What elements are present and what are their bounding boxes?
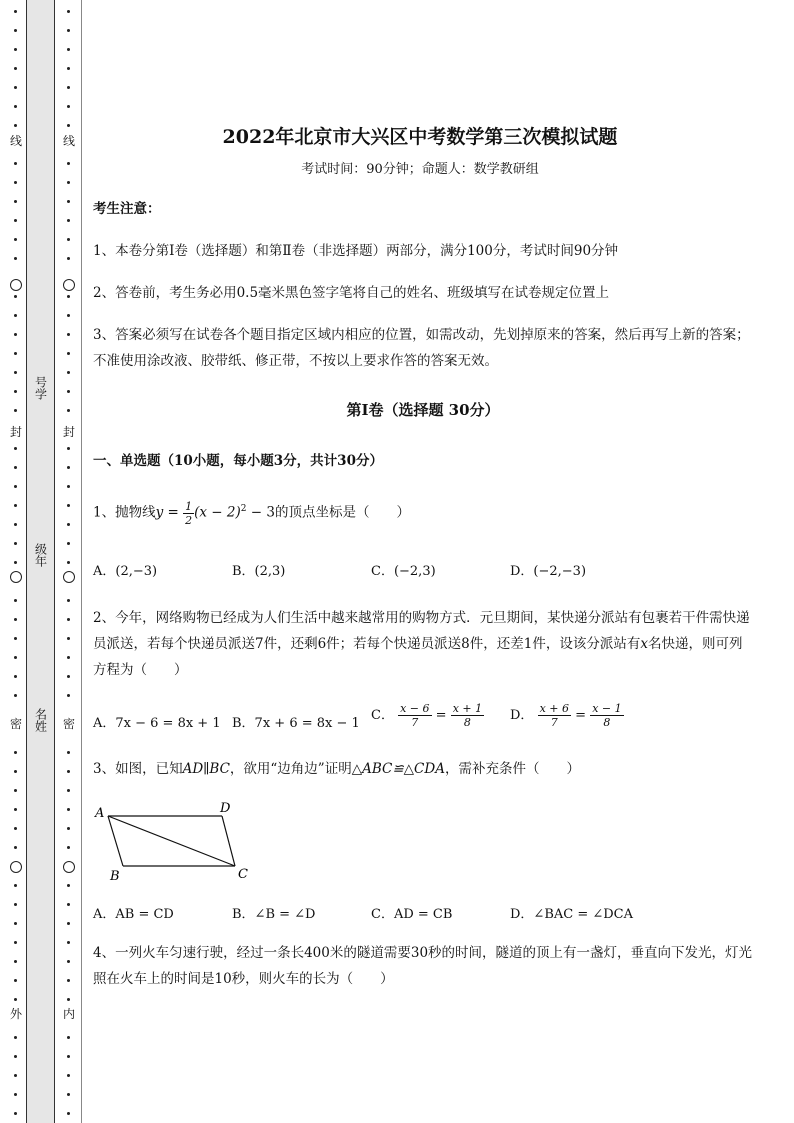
gutter-dot	[67, 333, 70, 336]
notice-item: 3、答案必须写在试卷各个题目指定区域内相应的位置，如需改动，先划掉原来的答案，然后再写上新的答案；不准使用涂改液、胶带纸、修正带，不按以上要求作答的答案无效。	[93, 327, 750, 369]
gutter-dot	[14, 846, 17, 849]
gutter-dot	[14, 694, 17, 697]
gutter-circle	[63, 571, 75, 583]
gutter-dot	[67, 67, 70, 70]
gutter-dot	[67, 675, 70, 678]
gutter-dot	[67, 599, 70, 602]
gutter-dot	[14, 998, 17, 1001]
q3-option-c: C．AD = CB	[371, 907, 453, 922]
gutter-dot	[67, 808, 70, 811]
gutter-dot	[67, 447, 70, 450]
gutter-dot	[67, 314, 70, 317]
gutter-dot	[14, 637, 17, 640]
left-binding-gutter	[9, 0, 23, 1123]
gutter-dot	[14, 86, 17, 89]
gutter-dot	[67, 694, 70, 697]
gutter-dot	[67, 884, 70, 887]
gutter-dot	[14, 295, 17, 298]
q2-c-label: C．	[371, 708, 394, 723]
question-1	[93, 494, 753, 528]
gutter-dot	[14, 29, 17, 32]
gutter-dot	[67, 390, 70, 393]
gutter-dot	[14, 751, 17, 754]
gutter-dot	[14, 124, 17, 127]
parallelogram-figure	[90, 798, 260, 888]
gutter-char-secret: 密	[62, 717, 75, 731]
gutter-dot	[14, 1074, 17, 1077]
strip-label-name: 名姓	[33, 708, 48, 732]
gutter-dot	[67, 637, 70, 640]
gutter-dot	[14, 48, 17, 51]
gutter-dot	[14, 618, 17, 621]
gutter-dot	[14, 827, 17, 830]
gutter-dot	[14, 371, 17, 374]
q1-option-b: B．(2,3)	[232, 564, 286, 579]
exam-subtitle: 考试时间：90分钟；命题人：数学教研组	[301, 162, 539, 177]
q3-congruence: △ABC≌△CDA	[351, 761, 445, 777]
q2-d-label: D．	[510, 708, 534, 723]
q2-c-right-frac: $\frac{x + 1}{8}$	[452, 702, 483, 729]
q1-frac-den: 2	[185, 513, 193, 527]
q2-option-b: B．7x + 6 = 8x − 1	[232, 716, 360, 731]
q2-option-d	[510, 702, 624, 729]
gutter-dot	[14, 789, 17, 792]
question-4: 4、一列火车匀速行驶，经过一条长400米的隧道需要30秒的时间，隧道的顶上有一盏灯，垂直向下发光，灯光照在火车上的时间是10秒，则火车的长为（ ）	[93, 945, 753, 987]
gutter-dot	[67, 181, 70, 184]
gutter-dot	[67, 656, 70, 659]
q3-option-b: B．∠B = ∠D	[232, 907, 316, 922]
notice-heading: 考生注意：	[93, 201, 161, 217]
gutter-dot	[14, 1112, 17, 1115]
q3-text-a: 3、如图，已知	[93, 761, 183, 777]
q1-suffix: 的顶点坐标是（ ）	[275, 504, 410, 521]
q3-text-c: ，需补充条件（ ）	[444, 761, 580, 777]
gutter-dot	[67, 124, 70, 127]
gutter-dot	[67, 751, 70, 754]
gutter-divider	[81, 0, 82, 1123]
gutter-dot	[67, 257, 70, 260]
q2-c-equals: =	[435, 708, 447, 723]
q2-variable: x	[640, 636, 648, 652]
vertex-label-a: A	[95, 806, 105, 821]
gutter-dot	[67, 504, 70, 507]
q2-text-b: 名快递，则可列方程为（ ）	[93, 636, 743, 678]
gutter-dot	[67, 200, 70, 203]
gutter-dot	[14, 523, 17, 526]
gutter-dot	[67, 523, 70, 526]
gutter-dot	[14, 561, 17, 564]
gutter-dot	[14, 390, 17, 393]
gutter-dot	[67, 618, 70, 621]
gutter-dot	[67, 941, 70, 944]
gutter-dot	[67, 1112, 70, 1115]
vertex-label-b: B	[110, 869, 120, 884]
gutter-dot	[14, 960, 17, 963]
gutter-dot	[14, 314, 17, 317]
gutter-dot	[14, 922, 17, 925]
gutter-dot	[67, 542, 70, 545]
gutter-circle	[10, 279, 22, 291]
gutter-dot	[67, 48, 70, 51]
gutter-dot	[67, 979, 70, 982]
gutter-dot	[14, 67, 17, 70]
q2-d-left-frac: $\frac{x + 6}{7}$	[539, 702, 569, 729]
q2-text-a: 2、今年，网络购物已经成为人们生活中越来越常用的购物方式．元旦期间，某快递分派站有包裹若干件需快递员派送，若每个快递员派送7件，还剩6件；若每个快递员派送8件，还差1件，设该分派站有	[93, 610, 750, 652]
strip-label-grade: 级年	[33, 543, 48, 567]
gutter-dot	[14, 675, 17, 678]
gutter-dot	[14, 1093, 17, 1096]
q1-eq-body: (x − 2)	[194, 504, 241, 521]
gutter-dot	[14, 1036, 17, 1039]
gutter-dot	[67, 409, 70, 412]
gutter-dot	[67, 561, 70, 564]
gutter-dot	[14, 219, 17, 222]
gutter-circle	[63, 279, 75, 291]
q1-eq-sign: =	[163, 504, 184, 521]
gutter-dot	[14, 485, 17, 488]
gutter-dot	[14, 770, 17, 773]
gutter-dot	[67, 238, 70, 241]
student-info-strip	[26, 0, 55, 1123]
gutter-dot	[14, 884, 17, 887]
gutter-dot	[67, 10, 70, 13]
gutter-dot	[14, 162, 17, 165]
gutter-dot	[14, 352, 17, 355]
gutter-dot	[14, 941, 17, 944]
gutter-dot	[14, 181, 17, 184]
page-title: 2022年北京市大兴区中考数学第三次模拟试题	[222, 126, 618, 148]
gutter-dot	[67, 295, 70, 298]
gutter-dot	[67, 827, 70, 830]
q2-d-right-frac: $\frac{x - 1}{8}$	[592, 702, 622, 729]
section-title: 第Ⅰ卷（选择题 30分）	[346, 401, 500, 419]
right-binding-gutter	[62, 0, 76, 1123]
gutter-dot	[67, 1074, 70, 1077]
gutter-char-secret: 密	[9, 717, 22, 731]
gutter-char-outer: 外	[9, 1007, 22, 1021]
q1-option-a: A．(2,−3)	[93, 564, 158, 579]
gutter-char-line: 线	[62, 134, 75, 148]
q1-option-d: D．(−2,−3)	[510, 564, 587, 579]
gutter-dot	[14, 333, 17, 336]
q1-prefix: 1、抛物线	[93, 504, 156, 521]
gutter-dot	[67, 105, 70, 108]
gutter-dot	[67, 86, 70, 89]
gutter-dot	[67, 789, 70, 792]
question-3	[93, 756, 753, 782]
gutter-dot	[67, 162, 70, 165]
gutter-char-inner: 内	[62, 1007, 75, 1021]
q3-text-b: ，欲用“边角边”证明	[229, 761, 352, 777]
gutter-dot	[67, 770, 70, 773]
gutter-dot	[14, 903, 17, 906]
segment-dc	[222, 816, 235, 866]
q1-fraction	[183, 500, 194, 527]
segment-ab	[108, 816, 123, 866]
gutter-circle	[63, 861, 75, 873]
q3-option-d: D．∠BAC = ∠DCA	[510, 907, 634, 922]
q1-option-c: C．(−2,3)	[371, 564, 436, 579]
gutter-char-line: 线	[9, 134, 22, 148]
gutter-dot	[67, 219, 70, 222]
gutter-dot	[67, 846, 70, 849]
gutter-dot	[14, 409, 17, 412]
q1-frac-num: 1	[185, 499, 193, 513]
q1-eq-exponent: 2	[240, 504, 247, 514]
gutter-dot	[14, 238, 17, 241]
gutter-dot	[67, 922, 70, 925]
gutter-dot	[14, 200, 17, 203]
gutter-dot	[14, 447, 17, 450]
notice-item: 1、本卷分第Ⅰ卷（选择题）和第Ⅱ卷（非选择题）两部分，满分100分，考试时间90分钟	[93, 243, 619, 259]
gutter-dot	[67, 960, 70, 963]
gutter-dot	[14, 105, 17, 108]
part-title: 一、单选题（10小题，每小题3分，共计30分）	[93, 453, 383, 469]
gutter-dot	[67, 485, 70, 488]
q3-option-a: A．AB = CD	[93, 907, 174, 922]
gutter-dot	[67, 1055, 70, 1058]
gutter-dot	[67, 998, 70, 1001]
q2-d-equals: =	[575, 708, 587, 723]
gutter-dot	[14, 542, 17, 545]
gutter-dot	[67, 371, 70, 374]
gutter-dot	[67, 903, 70, 906]
gutter-dot	[14, 808, 17, 811]
q3-parallel: AD∥BC	[182, 761, 230, 777]
gutter-dot	[67, 466, 70, 469]
q2-c-left-frac: $\frac{x - 6}{7}$	[400, 702, 430, 729]
gutter-char-seal: 封	[9, 425, 22, 439]
gutter-circle	[10, 861, 22, 873]
gutter-dot	[14, 10, 17, 13]
gutter-dot	[14, 504, 17, 507]
gutter-dot	[14, 979, 17, 982]
q1-eq-tail: − 3	[246, 504, 275, 521]
gutter-dot	[67, 1093, 70, 1096]
diagonal-ac	[108, 816, 235, 866]
gutter-dot	[67, 352, 70, 355]
strip-label-number: 号学	[33, 376, 48, 400]
notice-item: 2、答卷前，考生务必用0.5毫米黑色签字笔将自己的姓名、班级填写在试卷规定位置上	[93, 285, 610, 301]
gutter-circle	[10, 571, 22, 583]
vertex-label-d: D	[220, 801, 231, 816]
gutter-dot	[14, 257, 17, 260]
vertex-label-c: C	[238, 867, 248, 882]
gutter-dot	[14, 599, 17, 602]
question-2	[93, 605, 753, 683]
gutter-dot	[14, 1055, 17, 1058]
gutter-dot	[67, 29, 70, 32]
gutter-dot	[14, 466, 17, 469]
gutter-dot	[67, 1036, 70, 1039]
gutter-dot	[14, 656, 17, 659]
q2-option-c	[371, 702, 484, 729]
gutter-char-seal: 封	[62, 425, 75, 439]
q1-eq-y: y	[155, 504, 164, 521]
q2-option-a: A．7x − 6 = 8x + 1	[93, 716, 221, 731]
